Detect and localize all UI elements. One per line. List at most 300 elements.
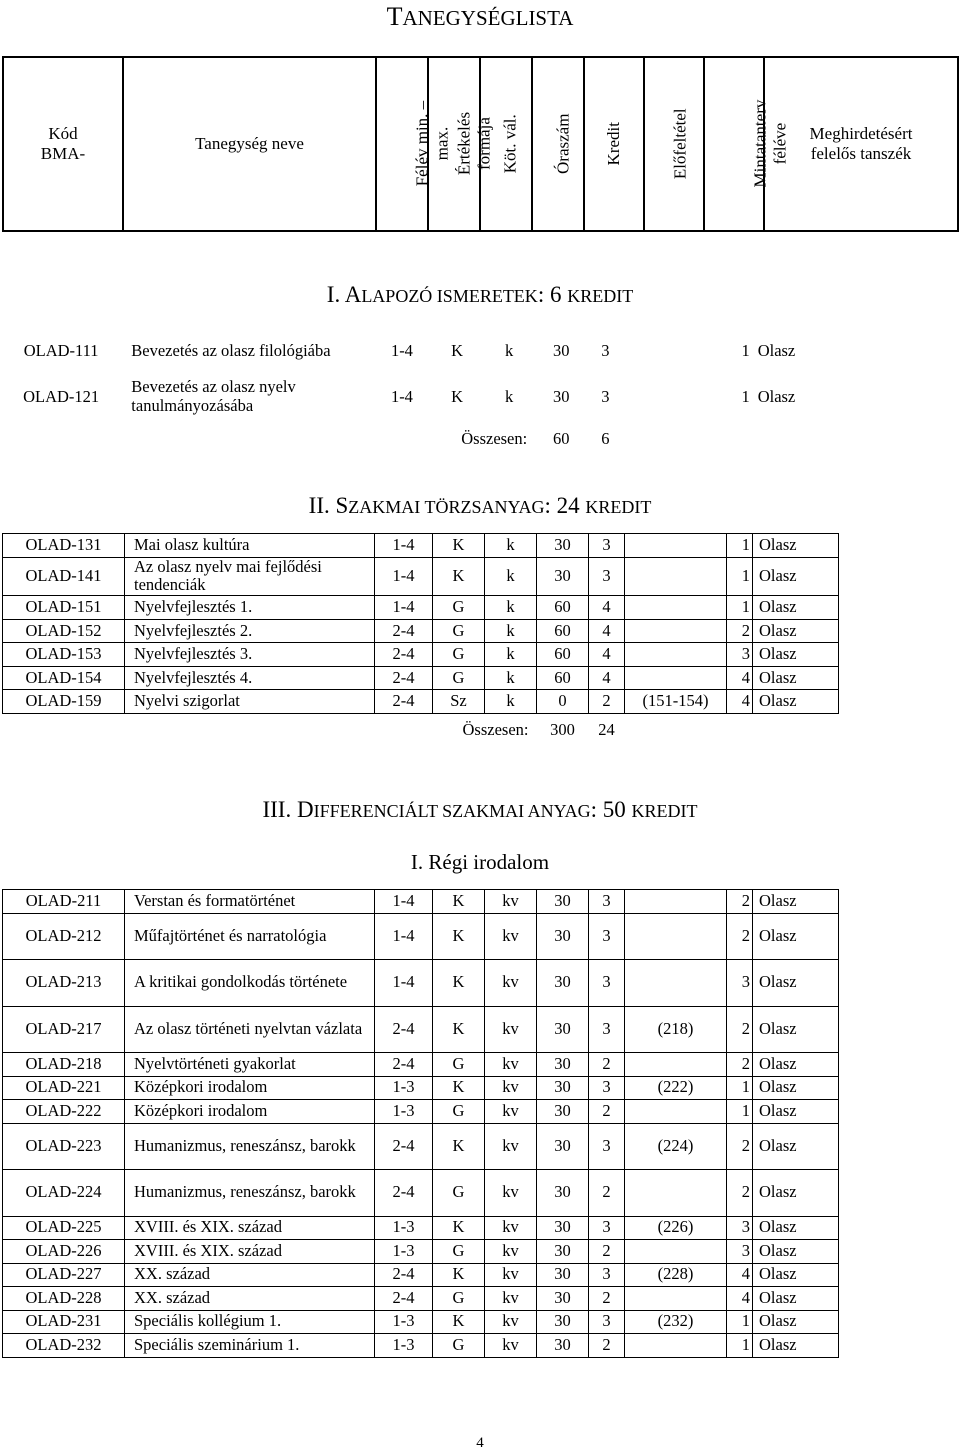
header-name: Tanegység neve [123, 57, 376, 231]
total-hours: 60 [553, 428, 570, 448]
cell-eval: K [451, 386, 464, 406]
cell-curr: 1 [727, 557, 753, 596]
cell-code: OLAD-226 [3, 1240, 125, 1264]
section-title-3 [0, 797, 960, 823]
cell-name: XX. század [125, 1287, 375, 1311]
cell-code: OLAD-121 [23, 386, 100, 406]
cell-eval: G [433, 666, 485, 690]
cell-prereq [625, 890, 727, 914]
cell-name: XX. század [125, 1263, 375, 1287]
cell-eval: K [433, 1263, 485, 1287]
cell-curr: 1 [727, 1310, 753, 1334]
cell-code: OLAD-231 [3, 1310, 125, 1334]
table-row [3, 890, 839, 914]
cell-curr: 1 [727, 1076, 753, 1100]
cell-eval: K [433, 1076, 485, 1100]
cell-type: kv [485, 1334, 537, 1358]
cell-dept: Olasz [753, 1310, 839, 1334]
cell-hours: 30 [537, 1240, 589, 1264]
cell-sem: 1-3 [375, 1216, 433, 1240]
total-row [0, 420, 838, 458]
cell-prereq [625, 1170, 727, 1217]
cell-credit: 3 [589, 1263, 625, 1287]
cell-sem: 2-4 [375, 643, 433, 667]
cell-eval: G [433, 1170, 485, 1217]
cell-prereq [623, 328, 725, 374]
cell-credit: 3 [589, 1310, 625, 1334]
cell-curr: 2 [727, 913, 753, 960]
cell-type: k [505, 386, 514, 406]
cell-name: Középkori irodalom [125, 1100, 375, 1124]
cell-name: Nyelvfejlesztés 3. [125, 643, 375, 667]
header-compulsory: Köt. vál. [480, 57, 532, 231]
cell-code: OLAD-212 [3, 913, 125, 960]
cell-eval: K [433, 1216, 485, 1240]
table-row [3, 619, 839, 643]
cell-curr: 3 [727, 1240, 753, 1264]
cell-name: Mai olasz kultúra [125, 534, 375, 558]
cell-hours: 30 [537, 1216, 589, 1240]
cell-code: OLAD-224 [3, 1170, 125, 1217]
cell-dept: Olasz [753, 596, 839, 620]
cell-code: OLAD-159 [3, 690, 125, 714]
cell-credit: 2 [589, 690, 625, 714]
cell-hours: 30 [537, 1334, 589, 1358]
cell-sem: 1-3 [375, 1100, 433, 1124]
section-2-table [2, 533, 839, 747]
cell-eval: G [433, 619, 485, 643]
cell-sem: 1-4 [375, 890, 433, 914]
cell-type: k [485, 666, 537, 690]
cell-eval: G [433, 1100, 485, 1124]
cell-code: OLAD-213 [3, 960, 125, 1007]
section-title-part: II. [308, 493, 336, 518]
cell-prereq [623, 374, 725, 420]
cell-dept: Olasz [753, 557, 839, 596]
header-hours: Óraszám [532, 57, 584, 231]
cell-prereq [625, 1053, 727, 1077]
cell-hours: 30 [537, 1123, 589, 1170]
table-row [3, 1216, 839, 1240]
header-prereq: Előfeltétel [644, 57, 704, 231]
cell-curr: 1 [741, 386, 750, 406]
table-row [3, 596, 839, 620]
table-row [3, 1310, 839, 1334]
cell-credit: 2 [589, 1240, 625, 1264]
section-title-part: 6 [549, 282, 562, 307]
section-title-part: KREDIT [631, 801, 698, 821]
section-title-part: A [344, 282, 362, 307]
header-curriculum: Mintatanterv féléve [704, 57, 764, 231]
section-3-table [2, 889, 839, 1358]
cell-curr: 3 [727, 1216, 753, 1240]
cell-curr: 3 [727, 643, 753, 667]
cell-code: OLAD-223 [3, 1123, 125, 1170]
cell-credit: 3 [589, 960, 625, 1007]
cell-type: kv [485, 1287, 537, 1311]
cell-code: OLAD-151 [3, 596, 125, 620]
cell-curr: 1 [727, 1100, 753, 1124]
cell-prereq [625, 1100, 727, 1124]
cell-code: OLAD-211 [3, 890, 125, 914]
page-number: 4 [476, 1435, 484, 1451]
cell-type: kv [485, 1240, 537, 1264]
cell-dept: Olasz [753, 1216, 839, 1240]
total-hours: 300 [550, 720, 575, 740]
cell-eval: K [433, 1006, 485, 1053]
cell-name: XVIII. és XIX. század [125, 1216, 375, 1240]
table-row [0, 328, 838, 374]
cell-hours: 30 [537, 1100, 589, 1124]
cell-sem: 2-4 [375, 1006, 433, 1053]
cell-code: OLAD-131 [3, 534, 125, 558]
section-title-part: KREDIT [567, 286, 634, 306]
table-row [3, 1100, 839, 1124]
table-row [3, 1240, 839, 1264]
section-1-table [0, 328, 838, 458]
cell-name: Verstan és formatörténet [125, 890, 375, 914]
total-row [3, 713, 839, 747]
cell-hours: 30 [537, 1263, 589, 1287]
cell-eval: G [433, 1334, 485, 1358]
cell-credit: 4 [589, 643, 625, 667]
cell-code: OLAD-227 [3, 1263, 125, 1287]
cell-prereq: (218) [625, 1006, 727, 1053]
cell-dept: Olasz [753, 890, 839, 914]
cell-curr: 1 [741, 340, 750, 360]
cell-prereq: (222) [625, 1076, 727, 1100]
cell-type: k [485, 557, 537, 596]
total-credit: 6 [601, 428, 610, 448]
cell-sem: 1-3 [375, 1310, 433, 1334]
cell-name: Humanizmus, reneszánsz, barokk [125, 1123, 375, 1170]
cell-name: Nyelvfejlesztés 1. [125, 596, 375, 620]
cell-dept: Olasz [753, 1240, 839, 1264]
cell-type: k [485, 534, 537, 558]
cell-prereq [625, 1287, 727, 1311]
cell-curr: 1 [727, 596, 753, 620]
table-row [3, 1170, 839, 1217]
cell-dept: Olasz [753, 1287, 839, 1311]
page-title: TANEGYSÉGLISTA [386, 2, 574, 31]
cell-type: kv [485, 890, 537, 914]
header-department: Meghirdetésért felelős tanszék [764, 57, 958, 231]
cell-hours: 60 [537, 643, 589, 667]
section-title-part: LAPOZÓ ISMERETEK [361, 286, 538, 306]
cell-hours: 30 [553, 386, 570, 406]
header-table [2, 56, 959, 232]
cell-type: kv [485, 1006, 537, 1053]
cell-eval: K [433, 1310, 485, 1334]
cell-sem: 2-4 [375, 666, 433, 690]
cell-eval: G [433, 1053, 485, 1077]
section-title-part: IFFERENCIÁLT SZAKMAI ANYAG [313, 801, 591, 821]
cell-curr: 2 [727, 1123, 753, 1170]
table-row [3, 557, 839, 596]
cell-sem: 2-4 [375, 1263, 433, 1287]
cell-credit: 4 [589, 666, 625, 690]
cell-prereq [625, 666, 727, 690]
total-label: Összesen: [461, 428, 528, 448]
cell-type: kv [485, 1123, 537, 1170]
cell-sem: 2-4 [375, 619, 433, 643]
cell-credit: 3 [601, 386, 610, 406]
cell-credit: 3 [589, 1123, 625, 1170]
cell-credit: 2 [589, 1334, 625, 1358]
cell-prereq: (232) [625, 1310, 727, 1334]
cell-hours: 60 [537, 619, 589, 643]
cell-prereq [625, 534, 727, 558]
section-title-part: D [296, 797, 314, 822]
cell-dept: Olasz [753, 619, 839, 643]
cell-code: OLAD-153 [3, 643, 125, 667]
table-row [3, 1053, 839, 1077]
cell-type: k [505, 340, 514, 360]
cell-dept: Olasz [753, 643, 839, 667]
header-assessment: Értékelés formája [428, 57, 480, 231]
section-title-1 [0, 282, 960, 308]
cell-credit: 2 [589, 1053, 625, 1077]
cell-code: OLAD-225 [3, 1216, 125, 1240]
section-3-subtitle: I. Régi irodalom [410, 850, 550, 874]
section-title-part: KREDIT [585, 497, 652, 517]
cell-prereq: (224) [625, 1123, 727, 1170]
cell-sem: 1-4 [375, 596, 433, 620]
cell-eval: K [433, 913, 485, 960]
header-semester: Félév min. – max. [376, 57, 428, 231]
cell-hours: 30 [537, 1310, 589, 1334]
cell-hours: 30 [537, 1076, 589, 1100]
cell-prereq [625, 960, 727, 1007]
table-row [3, 534, 839, 558]
cell-name: Az olasz nyelv mai fejlődési tendenciák [125, 557, 375, 596]
cell-type: k [485, 619, 537, 643]
cell-eval: Sz [433, 690, 485, 714]
cell-curr: 2 [727, 1053, 753, 1077]
cell-hours: 60 [537, 666, 589, 690]
cell-type: kv [485, 1170, 537, 1217]
cell-type: kv [485, 1216, 537, 1240]
cell-dept: Olasz [753, 960, 839, 1007]
cell-eval: K [433, 960, 485, 1007]
cell-dept: Olasz [753, 1076, 839, 1100]
cell-credit: 3 [589, 1076, 625, 1100]
cell-name: Bevezetés az olasz filológiába [131, 340, 331, 360]
cell-name: Speciális szeminárium 1. [125, 1334, 375, 1358]
cell-type: k [485, 643, 537, 667]
cell-sem: 2-4 [375, 1123, 433, 1170]
cell-dept: Olasz [753, 1170, 839, 1217]
section-title-part: 24 [556, 493, 580, 518]
section-title-part: III. [262, 797, 297, 822]
table-row [3, 643, 839, 667]
cell-eval: G [433, 596, 485, 620]
cell-prereq: (151-154) [625, 690, 727, 714]
header-credit: Kredit [584, 57, 644, 231]
cell-credit: 3 [589, 890, 625, 914]
cell-type: kv [485, 1076, 537, 1100]
cell-name: Bevezetés az olasz nyelv tanulmányozásába [131, 377, 296, 415]
cell-hours: 60 [537, 596, 589, 620]
cell-prereq: (228) [625, 1263, 727, 1287]
cell-code: OLAD-232 [3, 1334, 125, 1358]
cell-curr: 1 [727, 1334, 753, 1358]
cell-credit: 3 [589, 534, 625, 558]
cell-dept: Olasz [753, 1334, 839, 1358]
total-label: Összesen: [462, 720, 529, 740]
cell-curr: 4 [727, 1263, 753, 1287]
cell-type: kv [485, 1100, 537, 1124]
cell-eval: G [433, 643, 485, 667]
cell-dept: Olasz [753, 913, 839, 960]
cell-dept: Olasz [753, 1100, 839, 1124]
cell-code: OLAD-111 [23, 340, 99, 360]
cell-hours: 30 [553, 340, 570, 360]
table-row [3, 1263, 839, 1287]
section-title-part: 50 [602, 797, 626, 822]
cell-eval: K [451, 340, 464, 360]
cell-name: Humanizmus, reneszánsz, barokk [125, 1170, 375, 1217]
cell-type: k [485, 690, 537, 714]
table-row [3, 1334, 839, 1358]
cell-type: kv [485, 960, 537, 1007]
cell-credit: 4 [589, 596, 625, 620]
section-title-part: : [590, 797, 603, 822]
cell-code: OLAD-221 [3, 1076, 125, 1100]
cell-name: Az olasz történeti nyelvtan vázlata [125, 1006, 375, 1053]
table-row [3, 1006, 839, 1053]
cell-hours: 30 [537, 557, 589, 596]
table-row [3, 960, 839, 1007]
cell-credit: 2 [589, 1170, 625, 1217]
cell-type: k [485, 596, 537, 620]
cell-curr: 2 [727, 619, 753, 643]
cell-hours: 0 [537, 690, 589, 714]
section-title-part: : [544, 493, 557, 518]
cell-sem: 1-4 [375, 960, 433, 1007]
cell-eval: G [433, 1240, 485, 1264]
cell-eval: K [433, 1123, 485, 1170]
cell-dept: Olasz [753, 1123, 839, 1170]
section-title-part: S [335, 493, 349, 518]
cell-dept: Olasz [753, 1263, 839, 1287]
cell-code: OLAD-154 [3, 666, 125, 690]
cell-dept: Olasz [753, 690, 839, 714]
section-title-part: : [537, 282, 550, 307]
cell-hours: 30 [537, 1170, 589, 1217]
cell-name: Műfajtörténet és narratológia [125, 913, 375, 960]
cell-sem: 1-3 [375, 1240, 433, 1264]
cell-type: kv [485, 1053, 537, 1077]
cell-sem: 1-3 [375, 1334, 433, 1358]
cell-prereq [625, 913, 727, 960]
table-row [3, 1076, 839, 1100]
cell-prereq [625, 557, 727, 596]
cell-credit: 4 [589, 619, 625, 643]
total-credit: 24 [598, 720, 615, 740]
cell-name: Nyelvfejlesztés 2. [125, 619, 375, 643]
cell-code: OLAD-218 [3, 1053, 125, 1077]
cell-sem: 2-4 [375, 1287, 433, 1311]
cell-hours: 30 [537, 890, 589, 914]
cell-dept: Olasz [753, 1006, 839, 1053]
cell-curr: 2 [727, 1006, 753, 1053]
cell-prereq [625, 1334, 727, 1358]
cell-curr: 3 [727, 960, 753, 1007]
cell-type: kv [485, 1263, 537, 1287]
cell-credit: 3 [601, 340, 610, 360]
cell-sem: 1-4 [375, 534, 433, 558]
table-row [3, 666, 839, 690]
cell-name: A kritikai gondolkodás története [125, 960, 375, 1007]
cell-code: OLAD-217 [3, 1006, 125, 1053]
cell-name: Nyelvfejlesztés 4. [125, 666, 375, 690]
cell-sem: 2-4 [375, 690, 433, 714]
cell-prereq [625, 643, 727, 667]
cell-prereq: (226) [625, 1216, 727, 1240]
cell-sem: 1-4 [390, 340, 413, 360]
section-title-2 [0, 493, 960, 519]
cell-hours: 30 [537, 1053, 589, 1077]
cell-type: kv [485, 1310, 537, 1334]
table-row [3, 1287, 839, 1311]
cell-code: OLAD-141 [3, 557, 125, 596]
cell-sem: 1-4 [390, 386, 413, 406]
cell-curr: 4 [727, 1287, 753, 1311]
cell-hours: 30 [537, 960, 589, 1007]
cell-eval: K [433, 534, 485, 558]
table-row [3, 913, 839, 960]
cell-dept: Olasz [753, 534, 839, 558]
cell-dept: Olasz [753, 1053, 839, 1077]
cell-code: OLAD-228 [3, 1287, 125, 1311]
cell-curr: 4 [727, 666, 753, 690]
cell-sem: 2-4 [375, 1170, 433, 1217]
cell-sem: 2-4 [375, 1053, 433, 1077]
cell-name: Középkori irodalom [125, 1076, 375, 1100]
cell-name: Speciális kollégium 1. [125, 1310, 375, 1334]
cell-code: OLAD-152 [3, 619, 125, 643]
header-code: Kód BMA- [3, 57, 123, 231]
cell-hours: 30 [537, 913, 589, 960]
cell-prereq [625, 1240, 727, 1264]
cell-credit: 3 [589, 913, 625, 960]
cell-eval: K [433, 557, 485, 596]
table-row [3, 1123, 839, 1170]
cell-hours: 30 [537, 1006, 589, 1053]
cell-hours: 30 [537, 1287, 589, 1311]
section-title-part: ZAKMAI TÖRZSANYAG [348, 497, 545, 517]
cell-prereq [625, 596, 727, 620]
cell-sem: 1-3 [375, 1076, 433, 1100]
cell-curr: 2 [727, 1170, 753, 1217]
table-row [3, 690, 839, 714]
cell-curr: 4 [727, 690, 753, 714]
cell-credit: 2 [589, 1100, 625, 1124]
table-row [0, 374, 838, 420]
cell-name: XVIII. és XIX. század [125, 1240, 375, 1264]
cell-credit: 3 [589, 1006, 625, 1053]
cell-sem: 1-4 [375, 557, 433, 596]
cell-dept: Olasz [753, 666, 839, 690]
cell-sem: 1-4 [375, 913, 433, 960]
cell-curr: 1 [727, 534, 753, 558]
cell-credit: 3 [589, 557, 625, 596]
section-title-part: I. [326, 282, 345, 307]
cell-name: Nyelvtörténeti gyakorlat [125, 1053, 375, 1077]
cell-dept: Olasz [757, 340, 796, 360]
cell-credit: 3 [589, 1216, 625, 1240]
